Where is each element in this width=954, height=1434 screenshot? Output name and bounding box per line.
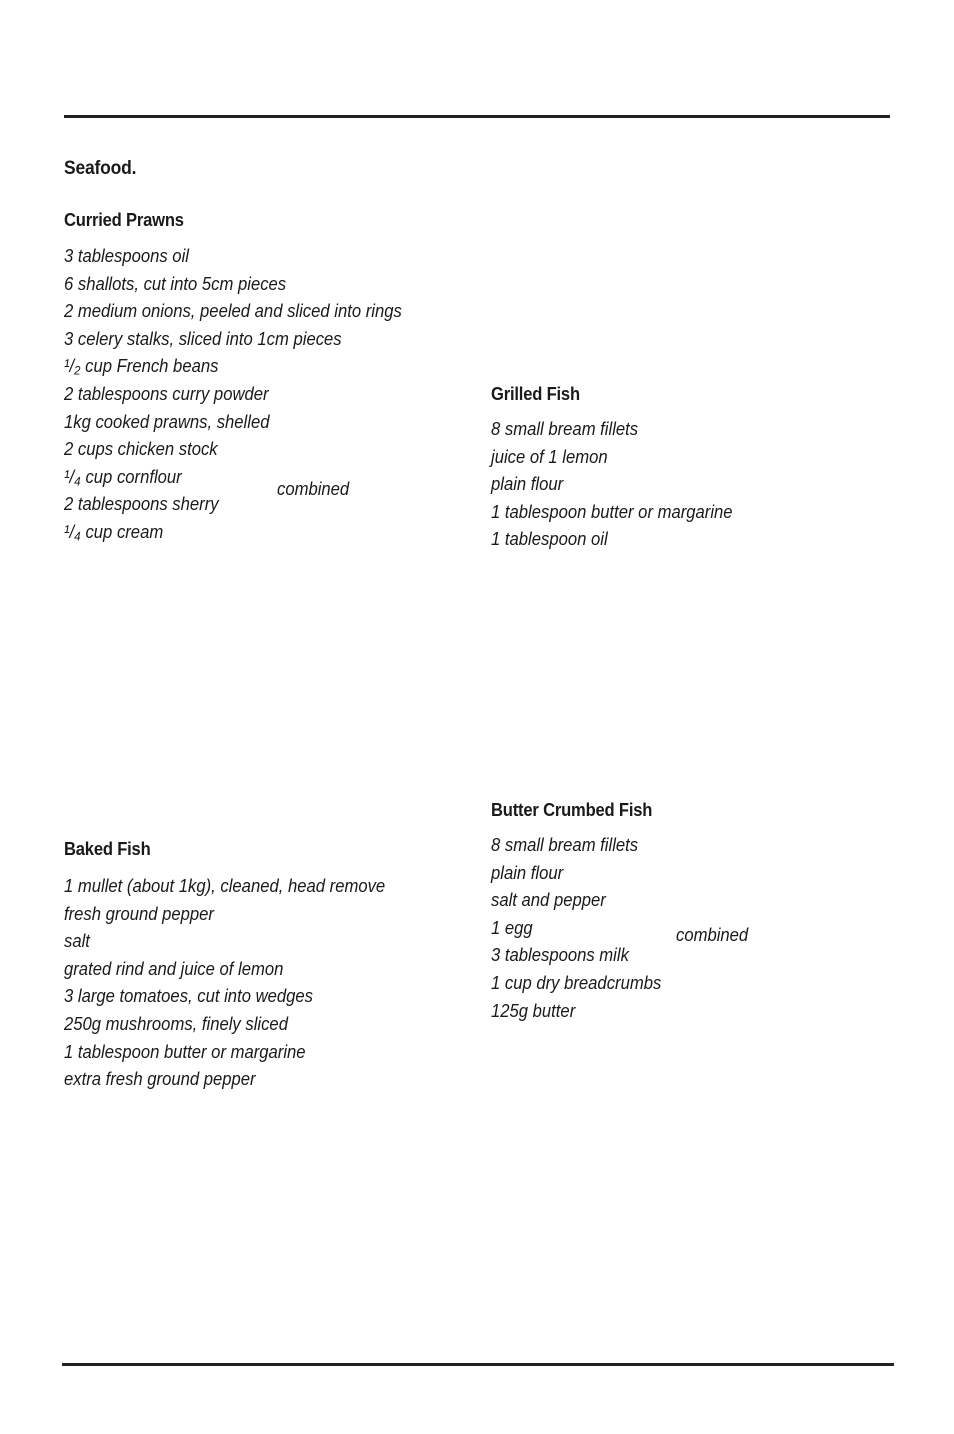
ingredient-item: 2 medium onions, peeled and sliced into rings [64,300,402,322]
recipe-butter-crumbed-fish [491,799,749,1021]
ingredient-item: salt [64,930,90,952]
recipe-grilled-fish [491,383,733,550]
recipe-title: Butter Crumbed Fish [491,800,653,820]
ingredient-item: 6 shallots, cut into 5cm pieces [64,272,287,294]
ingredient-item: juice of 1 lemon [491,445,608,467]
ingredient-item: 2 cups chicken stock [64,438,218,460]
ingredient-item: grated rind and juice of lemon [64,957,284,979]
recipe-title: Grilled Fish [491,384,580,404]
ingredient-item: 1 cup dry breadcrumbs [491,971,662,993]
ingredient-item: 1kg cooked prawns, shelled [64,410,270,432]
ingredient-item: 125g butter [491,999,576,1021]
ingredient-item: 3 celery stalks, sliced into 1cm pieces [64,327,342,349]
ingredient-item: 250g mushrooms, finely sliced [64,1012,288,1034]
ingredient-item: ¹/₂ cup French beans [64,355,219,377]
ingredient-item: 8 small bream fillets [491,418,639,439]
ingredient-list [64,872,421,1093]
recipe-curried-prawns [64,209,402,542]
ingredient-item: salt and pepper [491,889,606,911]
ingredient-item: 3 tablespoons oil [64,245,189,266]
ingredient-item: 2 tablespoons sherry [64,493,219,515]
ingredient-item: 1 tablespoon butter or margarine [64,1040,306,1062]
ingredient-item: ¹/₄ cup cream [64,520,164,542]
combined-note: combined [277,478,350,499]
ingredient-item: 3 large tomatoes, cut into wedges [64,985,313,1007]
ingredient-item: plain flour [491,473,564,495]
ingredient-item: 1 mullet (about 1kg), cleaned, head remove [64,875,386,896]
ingredient-item: ¹/₄ cup cornflour [64,465,182,487]
ingredient-item: 1 egg [491,916,533,938]
ingredient-item: fresh ground pepper [64,902,214,924]
combined-note: combined [676,924,749,945]
ingredient-list [491,831,680,1024]
ingredient-item: plain flour [491,861,564,883]
top-divider [64,115,890,118]
recipe-title: Curried Prawns [64,210,184,230]
recipe-title: Baked Fish [64,839,151,859]
bottom-divider [62,1363,894,1366]
ingredient-list [64,242,439,546]
ingredient-item: 1 tablespoon oil [491,528,608,550]
recipe-baked-fish [64,838,386,1090]
ingredient-item: 8 small bream fillets [491,834,639,855]
ingredient-item: 3 tablespoons milk [491,944,629,966]
ingredient-list [491,415,759,553]
ingredient-item: extra fresh ground pepper [64,1068,256,1090]
ingredient-item: 2 tablespoons curry powder [64,382,269,404]
section-title: Seafood. [64,158,137,179]
ingredient-item: 1 tablespoon butter or margarine [491,500,733,522]
